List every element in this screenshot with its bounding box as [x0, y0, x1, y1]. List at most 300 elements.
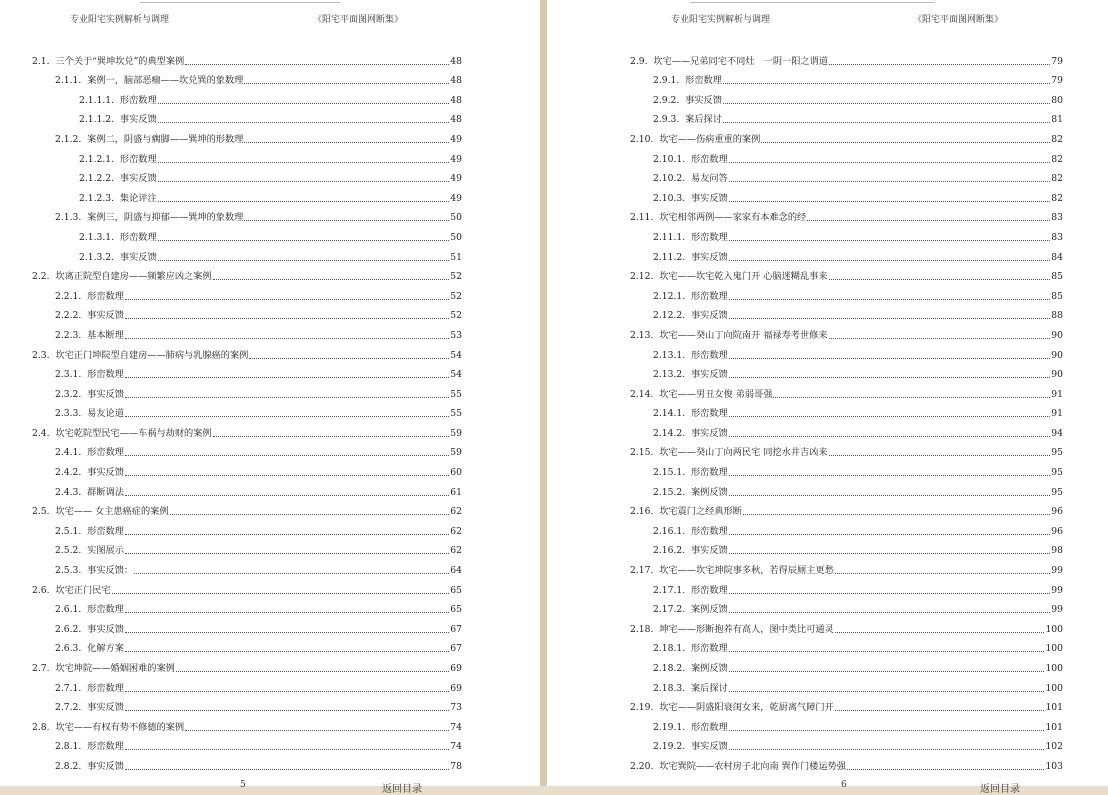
- toc-entry-title: [55, 75, 243, 87]
- dot-leader: [729, 416, 1051, 417]
- toc-entry-title: [55, 408, 124, 420]
- toc-entry-number: 2.3.2.: [55, 388, 82, 400]
- toc-entry-number: 2.11.1.: [653, 231, 686, 243]
- toc-entry-title: [79, 193, 157, 205]
- dot-leader: [213, 279, 450, 280]
- toc-entry-text: 案例反馈: [691, 663, 728, 674]
- toc-entry-text: 坎宅——癸山丁向两民宅 同挖水井吉凶来: [659, 447, 828, 459]
- toc-entry-page: 91: [1051, 388, 1063, 400]
- toc-entry-number: 2.13.: [630, 329, 654, 341]
- toc-entry-title: [653, 114, 722, 126]
- dot-leader: [176, 671, 449, 672]
- dot-leader: [729, 436, 1051, 437]
- dot-leader: [729, 691, 1045, 692]
- toc-entry-title: [79, 232, 157, 244]
- toc-entry-page: 54: [450, 369, 462, 381]
- dot-leader: [125, 769, 449, 770]
- toc-entry-text: 坎宅——有权有势不修德的案例: [55, 721, 185, 733]
- toc-entry-text: 坎宅—— 女主患癌症的案例: [55, 506, 169, 518]
- toc-entry[interactable]: [32, 166, 462, 186]
- toc-entry-title: [79, 173, 157, 185]
- toc-entry-number: 2.14.2.: [653, 427, 686, 439]
- toc-entry[interactable]: [630, 264, 1063, 284]
- toc-entry[interactable]: [630, 538, 1063, 558]
- toc-entry-page: 91: [1051, 408, 1063, 420]
- toc-entry-text: 坎宅——坎宅坤院事多秋，若得辰厕主更愁: [659, 565, 834, 577]
- dot-leader: [158, 181, 450, 182]
- back-to-toc-link[interactable]: 返回目录: [980, 784, 1020, 795]
- toc-entry-number: 2.4.2.: [55, 467, 82, 479]
- toc-entry[interactable]: [32, 68, 462, 88]
- toc-entry-text: 形峦数理: [87, 604, 124, 616]
- toc-entry-number: 2.16.2.: [653, 545, 686, 557]
- toc-entry-title: [653, 291, 728, 303]
- toc-entry-number: 2.1.1.2.: [79, 114, 115, 126]
- toc-entry-number: 2.1.2.2.: [79, 173, 115, 185]
- toc-entry-title: [653, 408, 728, 420]
- toc-entry-text: 形峦数理: [691, 349, 728, 361]
- dot-leader: [158, 201, 450, 202]
- toc-entry-text: 坎宅——兄弟同宅不同灶 一阴一阳之谓道: [653, 55, 828, 67]
- toc-entry[interactable]: [630, 675, 1063, 695]
- toc-entry[interactable]: [630, 224, 1063, 244]
- dot-leader: [829, 338, 1051, 339]
- toc-entry-title: [630, 565, 834, 577]
- dot-leader: [729, 475, 1051, 476]
- toc-entry-title: [630, 212, 806, 224]
- toc-page-left: [0, 0, 540, 795]
- toc-entry[interactable]: [630, 557, 1063, 577]
- toc-entry-page: 85: [1051, 290, 1063, 302]
- toc-entry[interactable]: [32, 224, 462, 244]
- toc-entry-title: [653, 467, 728, 479]
- toc-entry-text: 事实反馈: [691, 251, 728, 263]
- toc-entry-page: 79: [1051, 75, 1063, 87]
- page-number: 5: [240, 780, 246, 790]
- toc-entry[interactable]: [32, 655, 462, 675]
- toc-entry-title: [32, 428, 212, 440]
- toc-entry[interactable]: [32, 146, 462, 166]
- toc-entry-number: 2.10.: [630, 133, 654, 145]
- toc-entry-number: 2.2.3.: [55, 329, 82, 341]
- toc-entry-text: 形峦数理: [691, 290, 728, 302]
- toc-entry-page: 50: [450, 212, 462, 224]
- toc-entry-text: 形峦数理: [691, 643, 728, 655]
- toc-entry-title: [55, 467, 124, 479]
- toc-entry[interactable]: [630, 68, 1063, 88]
- cut-off-top-line: [690, 0, 935, 3]
- toc-entry-page: 83: [1051, 231, 1063, 243]
- toc-entry-page: 69: [450, 663, 462, 674]
- header-left-text: 专业阳宅实例解析与调理: [70, 15, 170, 25]
- dot-leader: [729, 181, 1051, 182]
- toc-entry-number: 2.10.2.: [653, 173, 686, 185]
- toc-entry-text: 坎宅震门之经典形断: [659, 506, 742, 518]
- dot-leader: [807, 220, 1050, 221]
- toc-entry-number: 2.3.3.: [55, 408, 82, 420]
- toc-entry-page: 52: [450, 290, 462, 302]
- dot-leader: [158, 240, 450, 241]
- header-right-text: 《阳宅平面图网断集》: [913, 15, 1004, 25]
- toc-entry-number: 2.12.2.: [653, 310, 686, 322]
- dot-leader: [835, 710, 1045, 711]
- toc-entry[interactable]: [630, 695, 1063, 715]
- toc-entry[interactable]: [32, 362, 462, 382]
- toc-entry-page: 54: [450, 349, 462, 361]
- toc-entry-text: 案例三，阴盛与抑郁——巽坤的象数理: [87, 212, 244, 224]
- toc-entry-page: 52: [450, 310, 462, 322]
- toc-entry-page: 61: [450, 486, 462, 498]
- toc-entry-page: 64: [450, 565, 462, 577]
- toc-entry-page: 49: [450, 153, 462, 165]
- toc-entry-title: [653, 310, 728, 322]
- dot-leader: [847, 769, 1045, 770]
- toc-entry-page: 100: [1045, 623, 1063, 635]
- toc-entry-page: 100: [1045, 682, 1063, 694]
- toc-entry[interactable]: [630, 440, 1063, 460]
- toc-entry-title: [653, 232, 728, 244]
- toc-entry-title: [653, 95, 722, 107]
- toc-entry[interactable]: [32, 48, 462, 68]
- dot-leader: [249, 358, 449, 359]
- toc-entry[interactable]: [630, 734, 1063, 754]
- toc-entry-title: [653, 75, 722, 87]
- toc-entry[interactable]: [630, 616, 1063, 636]
- toc-entry-page: 48: [450, 94, 462, 106]
- toc-entry-number: 2.5.2.: [55, 545, 82, 557]
- toc-entry-page: 95: [1051, 486, 1063, 498]
- toc-entry[interactable]: [32, 459, 462, 479]
- dot-leader: [125, 612, 449, 613]
- toc-entry[interactable]: [32, 577, 462, 597]
- toc-entry-text: 坎宅乾院型民宅——车祸与劫财的案例: [55, 427, 212, 439]
- dot-leader: [729, 358, 1051, 359]
- toc-entry-number: 2.15.2.: [653, 486, 686, 498]
- toc-entry-page: 85: [1051, 271, 1063, 283]
- toc-entry[interactable]: [32, 107, 462, 127]
- toc-entry[interactable]: [630, 303, 1063, 323]
- toc-entry-page: 98: [1051, 545, 1063, 557]
- dot-leader: [125, 318, 449, 319]
- toc-entry[interactable]: [32, 185, 462, 205]
- dot-leader: [729, 260, 1051, 261]
- toc-entry[interactable]: [630, 126, 1063, 146]
- page-number: 6: [841, 780, 847, 790]
- toc-entry-page: 90: [1051, 369, 1063, 381]
- toc-entry[interactable]: [630, 401, 1063, 421]
- toc-entry-text: 形峦数理: [87, 369, 124, 381]
- toc-entry-page: 82: [1051, 133, 1063, 145]
- toc-entry[interactable]: [32, 420, 462, 440]
- toc-entry-text: 事实反馈: [87, 623, 124, 635]
- toc-entry-text: 形峦数理: [691, 231, 728, 243]
- toc-entry[interactable]: [630, 420, 1063, 440]
- toc-entry-text: 事实反馈: [87, 467, 124, 479]
- dot-leader: [158, 122, 450, 123]
- toc-entry-title: [32, 350, 248, 362]
- toc-entry-page: 49: [450, 173, 462, 185]
- toc-entry-number: 2.19.1.: [653, 721, 686, 733]
- toc-entry[interactable]: [630, 479, 1063, 499]
- toc-entry[interactable]: [630, 597, 1063, 617]
- toc-entry-number: 2.20.: [630, 760, 654, 772]
- toc-entry-page: 73: [450, 702, 462, 714]
- toc-entry-text: 坎宅——阴盛阳衰闺女来，乾厨离气障门开: [659, 702, 834, 714]
- toc-entry[interactable]: [32, 616, 462, 636]
- dot-leader: [125, 338, 449, 339]
- toc-entry[interactable]: [630, 185, 1063, 205]
- toc-entry-title: [653, 722, 728, 734]
- toc-entry[interactable]: [32, 264, 462, 284]
- toc-entry-title: [630, 389, 772, 401]
- toc-entry-number: 2.13.1.: [653, 349, 686, 361]
- toc-entry-number: 2.1.2.1.: [79, 153, 115, 165]
- toc-entry-number: 2.14.1.: [653, 408, 686, 420]
- dot-leader: [125, 710, 449, 711]
- dot-leader: [244, 83, 449, 84]
- toc-entry[interactable]: [32, 303, 462, 323]
- toc-entry-text: 事实反馈: [87, 702, 124, 714]
- dot-leader: [125, 553, 449, 554]
- toc-entry[interactable]: [32, 734, 462, 754]
- page-header: [547, 12, 1108, 28]
- toc-entry-title: [55, 330, 124, 342]
- toc-entry[interactable]: [630, 753, 1063, 773]
- dot-leader: [723, 103, 1050, 104]
- toc-entry-text: 事实反馈: [119, 173, 157, 185]
- dot-leader: [125, 749, 449, 750]
- toc-entry-number: 2.9.2.: [653, 94, 680, 106]
- toc-entry[interactable]: [32, 753, 462, 773]
- toc-entry-title: [653, 526, 728, 538]
- dot-leader: [185, 730, 449, 731]
- toc-entry[interactable]: [630, 244, 1063, 264]
- toc-entry-page: 101: [1045, 721, 1063, 733]
- dot-leader: [729, 162, 1051, 163]
- toc-entry-title: [630, 56, 828, 68]
- toc-page-right: [547, 0, 1108, 795]
- dot-leader: [729, 299, 1051, 300]
- toc-entry[interactable]: [630, 283, 1063, 303]
- toc-entry-number: 2.17.2.: [653, 604, 686, 616]
- page-gutter: [540, 0, 547, 786]
- toc-entry[interactable]: [630, 655, 1063, 675]
- toc-entry-page: 82: [1051, 173, 1063, 185]
- dot-leader: [134, 573, 449, 574]
- toc-entry[interactable]: [630, 362, 1063, 382]
- dot-leader: [244, 142, 449, 143]
- toc-entry[interactable]: [32, 342, 462, 362]
- toc-entry-text: 集论评注: [119, 192, 157, 204]
- toc-entry-page: 67: [450, 643, 462, 655]
- dot-leader: [729, 612, 1051, 613]
- dot-leader: [125, 632, 449, 633]
- toc-entry[interactable]: [630, 459, 1063, 479]
- toc-entry[interactable]: [630, 636, 1063, 656]
- toc-entry[interactable]: [32, 518, 462, 538]
- dot-leader: [773, 397, 1050, 398]
- toc-entry[interactable]: [32, 499, 462, 519]
- toc-entry-page: 62: [450, 525, 462, 537]
- toc-entry-text: 坎宅巽院——农村房子北向南 巽作门楼运势强: [659, 760, 846, 772]
- toc-entry-number: 2.15.: [630, 447, 654, 459]
- toc-entry-page: 101: [1045, 702, 1063, 714]
- toc-entry[interactable]: [32, 440, 462, 460]
- toc-entry-number: 2.4.3.: [55, 486, 82, 498]
- toc-entry-page: 52: [450, 271, 462, 283]
- toc-entry-title: [55, 565, 133, 577]
- toc-entry-text: 易友问答: [691, 173, 728, 185]
- dot-leader: [158, 162, 450, 163]
- toc-entry-number: 2.7.1.: [55, 682, 82, 694]
- table-of-contents: [630, 48, 1063, 773]
- toc-entry[interactable]: [32, 695, 462, 715]
- toc-entry-text: 形峦数理: [119, 231, 157, 243]
- toc-entry-title: [55, 212, 243, 224]
- dot-leader: [761, 142, 1050, 143]
- toc-entry[interactable]: [32, 675, 462, 695]
- toc-entry-title: [79, 95, 157, 107]
- toc-entry-number: 2.6.1.: [55, 604, 82, 616]
- toc-entry-text: 形峦数理: [691, 525, 728, 537]
- dot-leader: [829, 455, 1051, 456]
- toc-entry-text: 形峦数理: [87, 290, 124, 302]
- toc-entry-number: 2.1.3.: [55, 212, 82, 224]
- dot-leader: [723, 83, 1050, 84]
- toc-entry-text: 形峦数理: [691, 584, 728, 596]
- toc-entry[interactable]: [32, 126, 462, 146]
- dot-leader: [112, 593, 450, 594]
- dot-leader: [729, 593, 1051, 594]
- toc-entry[interactable]: [630, 146, 1063, 166]
- toc-entry[interactable]: [32, 636, 462, 656]
- toc-entry[interactable]: [32, 714, 462, 734]
- toc-entry-text: 形峦数理: [119, 94, 157, 106]
- toc-entry[interactable]: [630, 577, 1063, 597]
- dot-leader: [729, 377, 1051, 378]
- dot-leader: [170, 514, 450, 515]
- toc-entry-number: 2.18.3.: [653, 682, 686, 694]
- toc-entry-text: 化解方案: [87, 643, 124, 655]
- toc-entry-number: 2.16.1.: [653, 525, 686, 537]
- toc-entry-number: 2.16.: [630, 506, 654, 518]
- toc-entry-number: 2.19.2.: [653, 741, 686, 753]
- toc-entry-title: [55, 487, 124, 499]
- toc-entry-page: 74: [450, 721, 462, 733]
- dot-leader: [829, 64, 1050, 65]
- toc-entry-title: [55, 526, 124, 538]
- toc-entry[interactable]: [32, 401, 462, 421]
- dot-leader: [125, 495, 449, 496]
- toc-entry[interactable]: [630, 518, 1063, 538]
- toc-entry-number: 2.17.1.: [653, 584, 686, 596]
- toc-entry-title: [32, 722, 184, 734]
- dot-leader: [244, 220, 449, 221]
- toc-entry-text: 形峦数理: [87, 682, 124, 694]
- toc-entry-text: 案后探讨: [691, 682, 728, 694]
- toc-entry-text: 案例反馈: [691, 604, 728, 616]
- toc-entry-title: [79, 114, 157, 126]
- toc-entry-number: 2.19.: [630, 702, 654, 714]
- toc-entry-page: 83: [1051, 212, 1063, 224]
- toc-entry-title: [653, 487, 728, 499]
- toc-entry-number: 2.11.: [630, 212, 654, 224]
- toc-entry-title: [32, 56, 184, 68]
- table-of-contents: [32, 48, 462, 773]
- toc-entry-title: [653, 369, 728, 381]
- toc-entry-title: [630, 624, 834, 636]
- toc-entry-title: [653, 350, 728, 362]
- toc-entry[interactable]: [630, 107, 1063, 127]
- toc-entry-page: 79: [1051, 55, 1063, 67]
- toc-entry[interactable]: [32, 597, 462, 617]
- toc-entry-number: 2.11.2.: [653, 251, 686, 263]
- toc-entry-number: 2.10.1.: [653, 153, 686, 165]
- toc-entry[interactable]: [32, 322, 462, 342]
- toc-entry-number: 2.1.1.1.: [79, 94, 115, 106]
- toc-entry[interactable]: [630, 166, 1063, 186]
- toc-entry-page: 90: [1051, 329, 1063, 341]
- dot-leader: [729, 749, 1045, 750]
- toc-entry-title: [55, 310, 124, 322]
- toc-entry-title: [55, 761, 124, 773]
- dot-leader: [125, 691, 449, 692]
- toc-entry[interactable]: [32, 557, 462, 577]
- toc-entry-title: [55, 604, 124, 616]
- toc-entry[interactable]: [32, 381, 462, 401]
- toc-entry[interactable]: [32, 538, 462, 558]
- toc-entry-number: 2.18.: [630, 623, 654, 635]
- toc-entry-number: 2.12.: [630, 271, 654, 283]
- toc-entry-text: 坎宅——癸山丁向院南开 福禄寿考世修来: [659, 329, 828, 341]
- toc-entry-title: [653, 741, 728, 753]
- toc-entry[interactable]: [630, 48, 1063, 68]
- dot-leader: [743, 514, 1050, 515]
- toc-entry[interactable]: [32, 283, 462, 303]
- toc-entry[interactable]: [630, 342, 1063, 362]
- toc-entry-number: 2.2.2.: [55, 310, 82, 322]
- toc-entry-number: 2.3.: [32, 349, 50, 361]
- toc-entry-page: 67: [450, 623, 462, 635]
- toc-entry-text: 易友论道: [87, 408, 124, 420]
- toc-entry-text: 形峦数理: [691, 467, 728, 479]
- back-to-toc-link[interactable]: 返回目录: [382, 784, 422, 795]
- toc-entry-page: 59: [450, 427, 462, 439]
- toc-entry[interactable]: [32, 479, 462, 499]
- toc-entry[interactable]: [32, 244, 462, 264]
- toc-entry[interactable]: [32, 87, 462, 107]
- toc-entry[interactable]: [32, 205, 462, 225]
- toc-entry[interactable]: [630, 87, 1063, 107]
- dot-leader: [125, 534, 449, 535]
- toc-entry-text: 形峦数理: [87, 741, 124, 753]
- dot-leader: [158, 260, 450, 261]
- toc-entry[interactable]: [630, 205, 1063, 225]
- toc-entry-title: [653, 252, 728, 264]
- toc-entry[interactable]: [630, 499, 1063, 519]
- toc-entry-title: [630, 761, 846, 773]
- dot-leader: [125, 397, 449, 398]
- toc-entry[interactable]: [630, 381, 1063, 401]
- dot-leader: [125, 377, 449, 378]
- toc-entry-page: 55: [450, 388, 462, 400]
- toc-entry-number: 2.10.3.: [653, 192, 686, 204]
- toc-entry[interactable]: [630, 714, 1063, 734]
- toc-entry-text: 事实反馈: [691, 369, 728, 381]
- dot-leader: [729, 651, 1045, 652]
- toc-entry[interactable]: [630, 322, 1063, 342]
- toc-entry-title: [55, 389, 124, 401]
